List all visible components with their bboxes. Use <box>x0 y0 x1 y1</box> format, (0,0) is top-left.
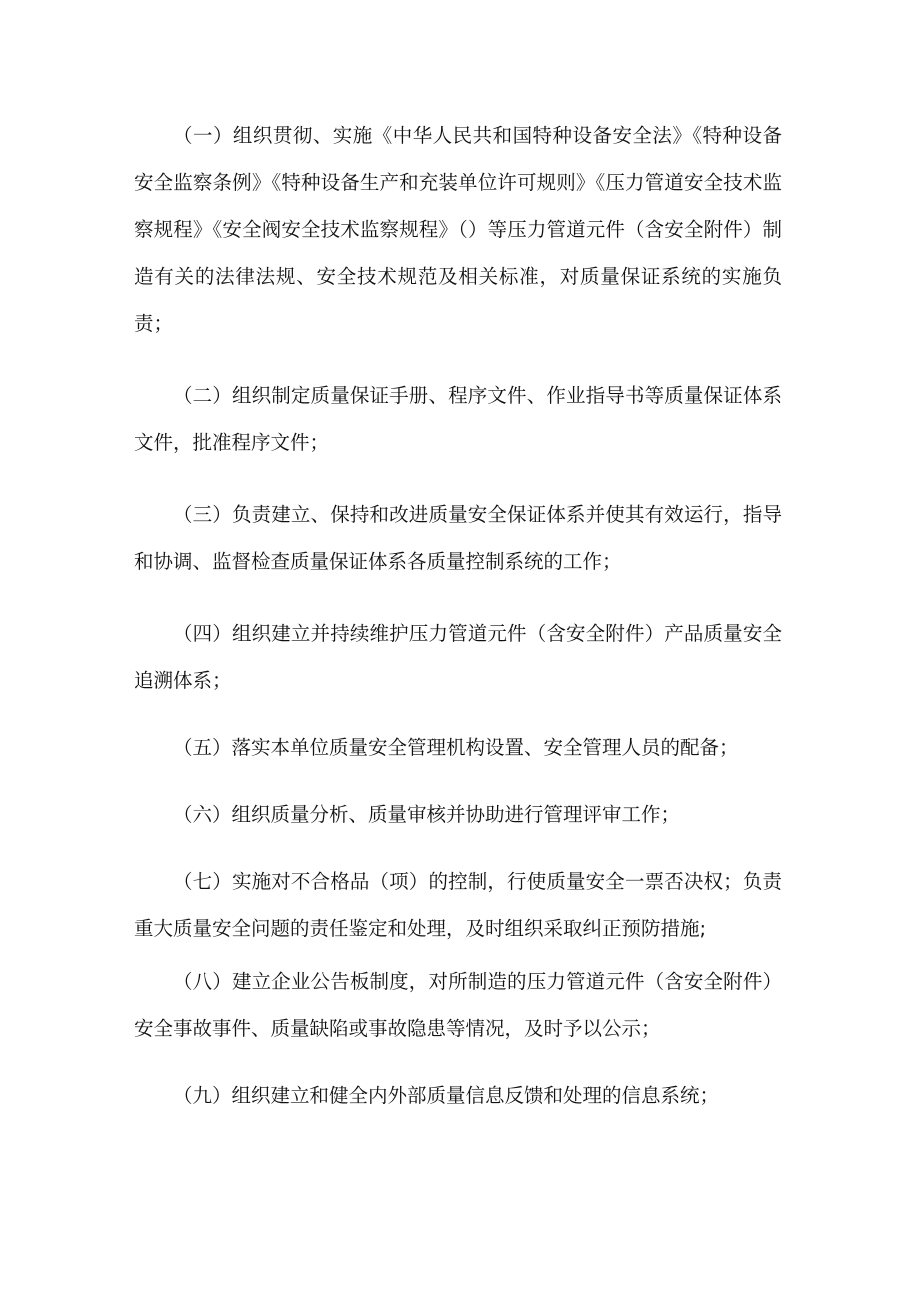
paragraph-4: （四）组织建立并持续维护压力管道元件（含安全附件）产品质量安全追溯体系； <box>134 622 782 692</box>
paragraph-7: （七）实施对不合格品（项）的控制，行使质量安全一票否决权；负责重大质量安全问题的责任鉴定和处理，及时组织采取纠正预防措施; <box>134 870 782 940</box>
paragraph-1: （一）组织贯彻、实施《中华人民共和国特种设备安全法》《特种设备安全监察条例》《特种设备生产和充装单位许可规则》《压力管道安全技术监察规程》《安全阀安全技术监察规程》（）等压力管道元件（含安全附件）制造有关的法律法规、安全技术规范及相关标准，对质量保证系统的实施负责； <box>134 124 782 335</box>
paragraph-6: （六）组织质量分析、质量审核并协助进行管理评审工作； <box>173 803 681 826</box>
paragraph-8: （八）建立企业公告板制度，对所制造的压力管道元件（含安全附件）安全事故事件、质量缺陷或事故隐患等情况，及时予以公示； <box>134 970 782 1040</box>
paragraph-2: （二）组织制定质量保证手册、程序文件、作业指导书等质量保证体系文件，批准程序文件； <box>134 384 782 454</box>
paragraph-5: （五）落实本单位质量安全管理机构设置、安全管理人员的配备； <box>173 736 739 759</box>
paragraph-9: （九）组织建立和健全内外部质量信息反馈和处理的信息系统； <box>173 1084 720 1107</box>
paragraph-3: （三）负责建立、保持和改进质量安全保证体系并使其有效运行，指导和协调、监督检查质量保证体系各质量控制系统的工作； <box>134 503 782 573</box>
document-body <box>134 112 782 1119</box>
